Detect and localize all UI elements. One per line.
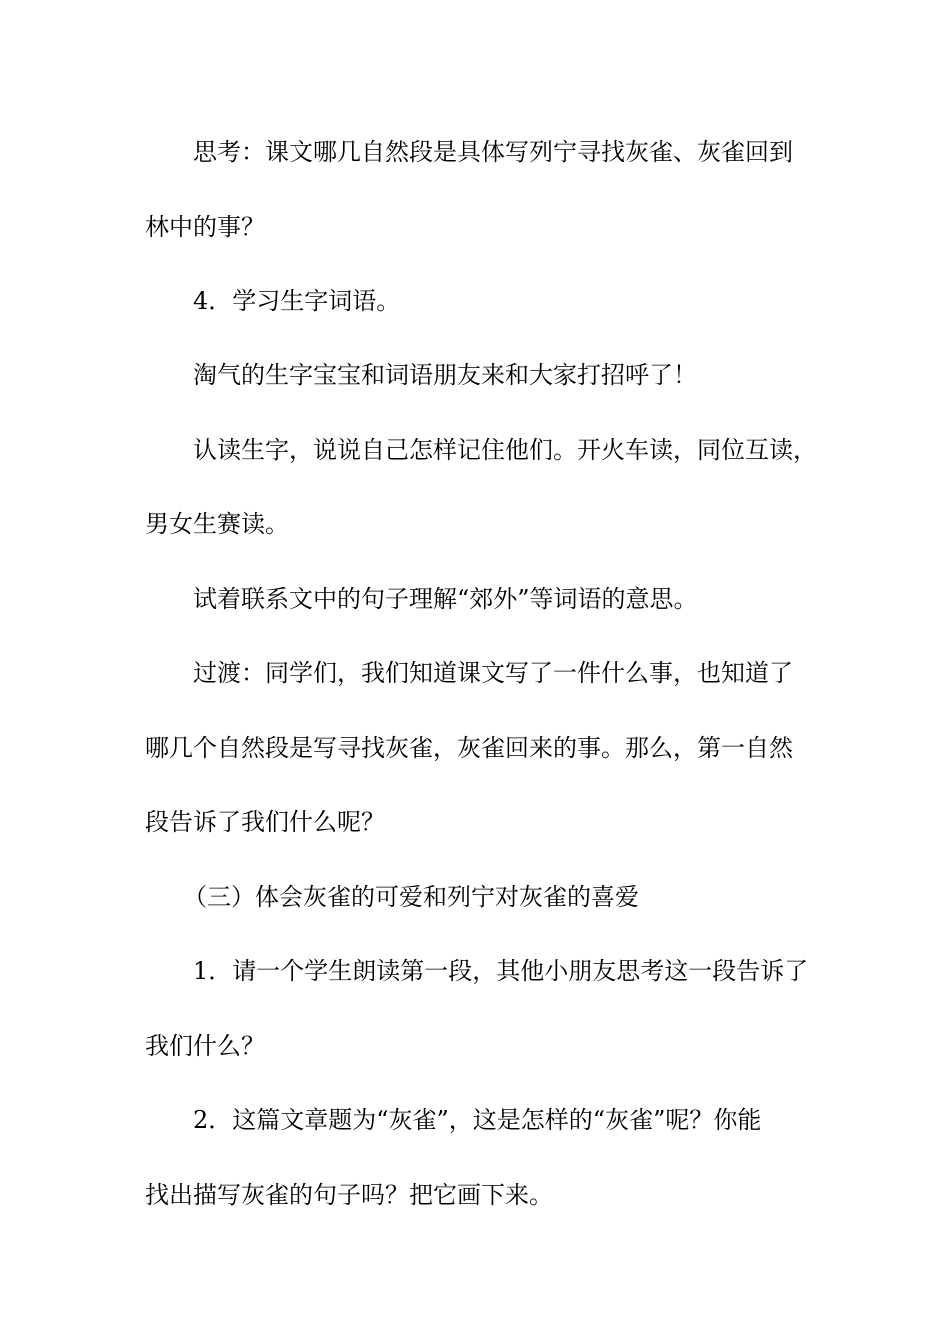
list-item: 1．请一个学生朗读第一段，其他小朋友思考这一段告诉了: [193, 957, 809, 985]
paragraph-line: 林中的事？: [145, 213, 265, 241]
paragraph-line: 认读生字，说说自己怎样记住他们。开火车读，同位互读，: [193, 436, 817, 464]
paragraph-line: 思考：课文哪几自然段是具体写列宁寻找灰雀、灰雀回到: [193, 138, 793, 166]
paragraph-line: 段告诉了我们什么呢？: [145, 808, 385, 836]
section-heading: （三）体会灰雀的可爱和列宁对灰雀的喜爱: [183, 883, 639, 911]
paragraph-line: 我们什么？: [145, 1032, 265, 1060]
paragraph-line: 淘气的生字宝宝和词语朋友来和大家打招呼了！: [193, 361, 697, 389]
paragraph-line: 男女生赛读。: [145, 510, 289, 538]
paragraph-line: 试着联系文中的句子理解“郊外”等词语的意思。: [193, 585, 698, 613]
paragraph-line: 哪几个自然段是写寻找灰雀，灰雀回来的事。那么，第一自然: [145, 734, 793, 762]
paragraph-line: 找出描写灰雀的句子吗？把它画下来。: [145, 1181, 553, 1209]
list-item-heading: 4．学习生字词语。: [193, 287, 401, 315]
list-item: 2．这篇文章题为“灰雀”，这是怎样的“灰雀”呢？你能: [193, 1106, 762, 1134]
paragraph-line: 过渡：同学们，我们知道课文写了一件什么事，也知道了: [193, 659, 793, 687]
